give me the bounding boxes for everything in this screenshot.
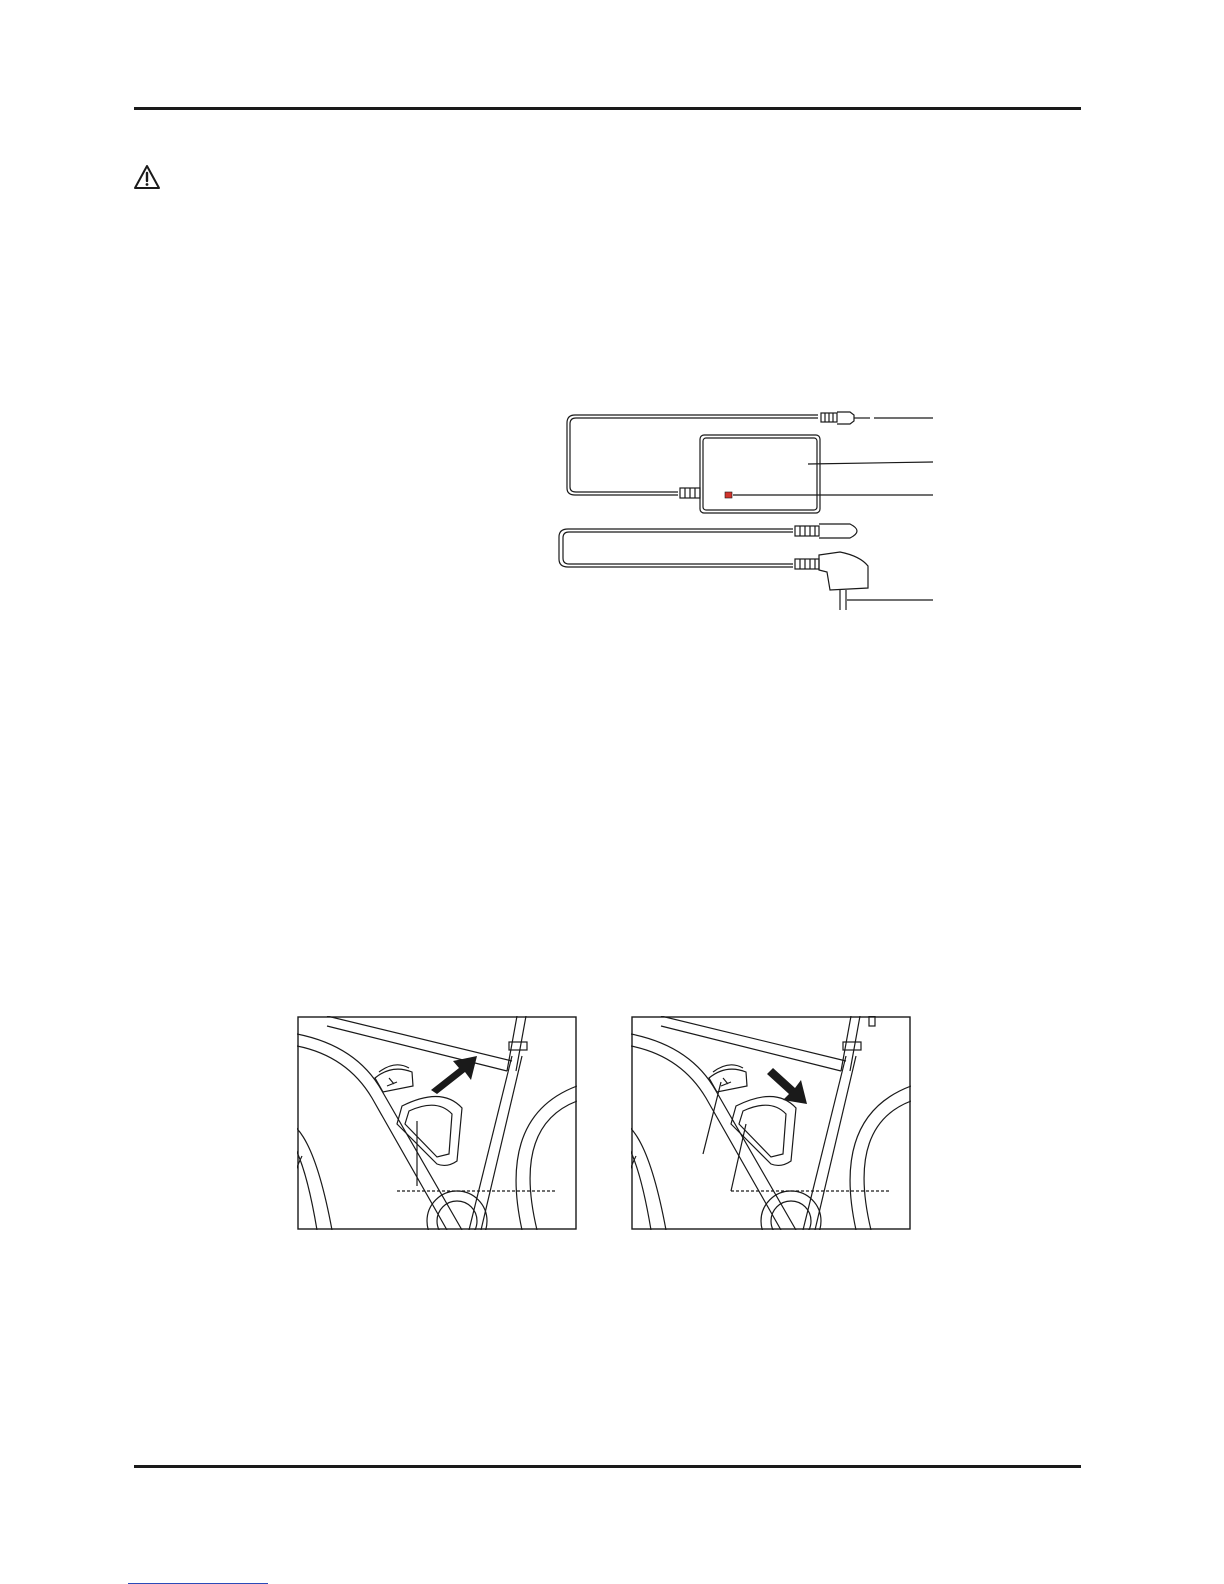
battery-removal-figure <box>297 1016 577 1230</box>
charger-diagram <box>550 404 940 619</box>
charger-body <box>700 435 820 513</box>
battery-insertion-figure <box>631 1016 911 1230</box>
warning-icon <box>133 164 161 190</box>
header-rule <box>134 107 1081 110</box>
footer-rule <box>134 1465 1081 1468</box>
indicator-light <box>725 492 732 498</box>
